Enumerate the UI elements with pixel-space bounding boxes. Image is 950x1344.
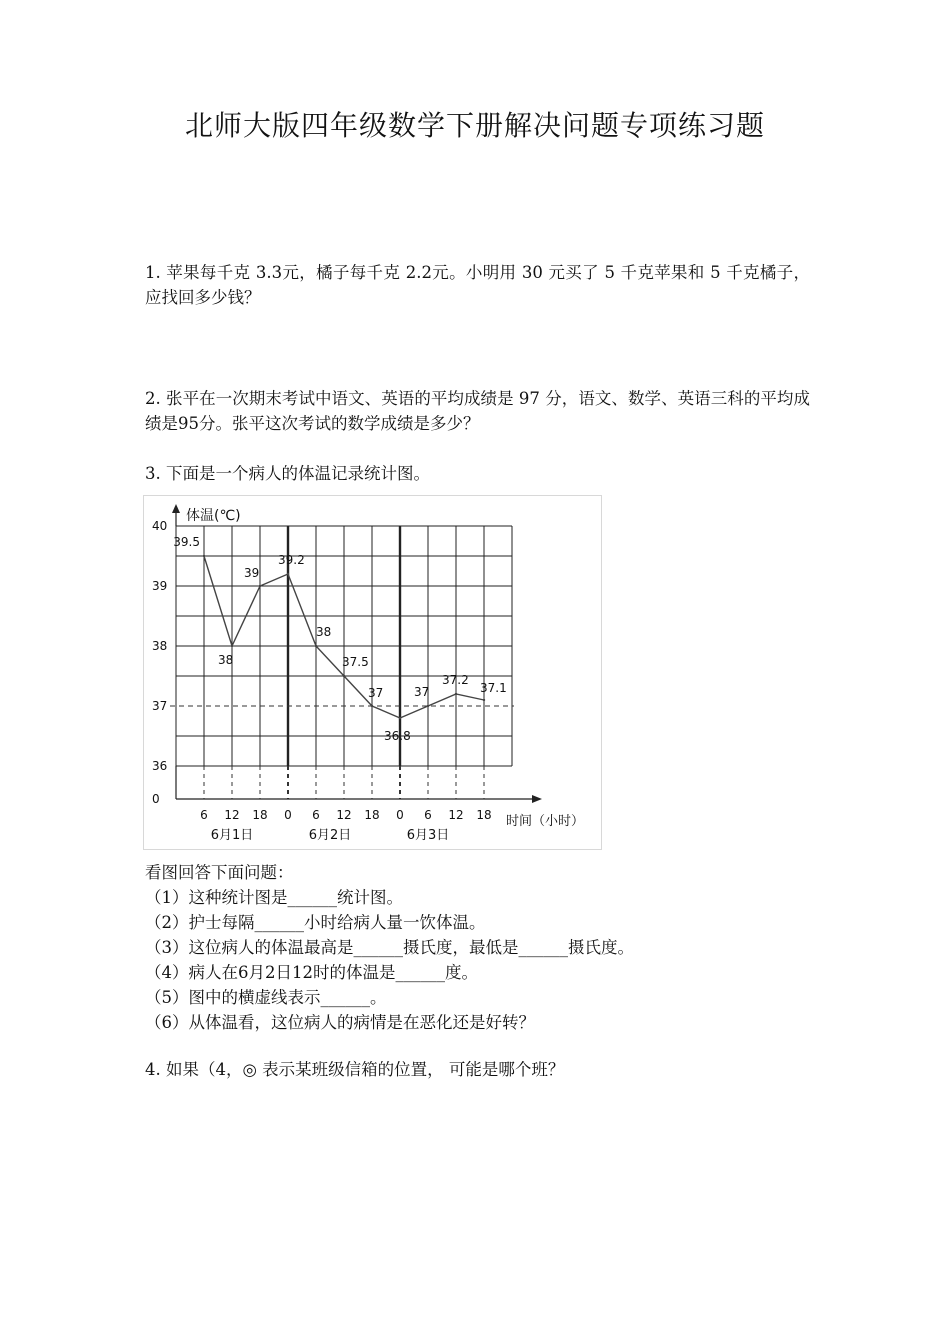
x-tick-label: 18 — [252, 808, 268, 822]
data-point — [343, 675, 345, 677]
data-label: 37.1 — [480, 681, 507, 695]
x-axis-arrow — [532, 795, 542, 803]
x-tick-label: 0 — [396, 808, 404, 822]
question-3: 3. 下面是一个病人的体温记录统计图。 — [145, 464, 430, 483]
data-label: 36.8 — [384, 729, 411, 743]
data-label: 37.5 — [342, 655, 369, 669]
y-axis-arrow — [172, 504, 180, 513]
y-tick-label: 36 — [152, 759, 168, 773]
x-tick-label: 12 — [336, 808, 352, 822]
subquestions-intro: 看图回答下面问题： — [145, 863, 294, 882]
data-point — [231, 645, 233, 647]
data-label: 38 — [316, 625, 332, 639]
data-point — [483, 699, 485, 701]
subquestion-5: （5）图中的横虚线表示______。 — [145, 988, 387, 1007]
question-4: 4. 如果（4，◎ 表示某班级信箱的位置， 可能是哪个班？ — [145, 1060, 565, 1079]
subquestion-1: （1）这种统计图是______统计图。 — [145, 888, 403, 907]
data-point — [427, 705, 429, 707]
x-axis-label: 时间（小时） — [506, 814, 585, 829]
data-label: 39.2 — [278, 553, 305, 567]
data-label: 39 — [244, 566, 260, 580]
x-tick-label: 18 — [476, 808, 492, 822]
y-tick-label: 37 — [152, 699, 168, 713]
x-tick-label: 6 — [424, 808, 432, 822]
data-point — [371, 705, 373, 707]
y-tick-label: 40 — [152, 519, 168, 533]
data-label: 37 — [414, 685, 430, 699]
page-title: 北师大版四年级数学下册解决问题专项练习题 — [184, 109, 765, 142]
question-1: 1. 苹果每千克 3.3元，橘子每千克 2.2元。小明用 30 元买了 5 千克苹果和 5 千克橘子，应找回多少钱？ — [145, 263, 810, 307]
y-tick-label: 39 — [152, 579, 168, 593]
x-tick-label: 6 — [200, 808, 208, 822]
data-point — [315, 645, 317, 647]
day-label: 6月1日 — [210, 828, 254, 843]
data-point — [259, 585, 261, 587]
day-label: 6月2日 — [308, 828, 352, 843]
temperature-chart — [143, 495, 602, 850]
question-2: 2. 张平在一次期末考试中语文、英语的平均成绩是 97 分，语文、数学、英语三科的平均成绩是95分。张平这次考试的数学成绩是多少？ — [145, 389, 810, 433]
data-label: 38 — [218, 653, 234, 667]
x-tick-label: 0 — [284, 808, 292, 822]
data-label: 37 — [368, 686, 384, 700]
data-point — [287, 573, 289, 575]
subquestion-3: （3）这位病人的体温最高是______摄氏度，最低是______摄氏度。 — [145, 938, 634, 957]
temperature-line-chart — [144, 496, 601, 849]
data-point — [399, 717, 401, 719]
question-3-subquestions — [145, 860, 825, 1035]
x-tick-label: 6 — [312, 808, 320, 822]
x-tick-label: 12 — [448, 808, 464, 822]
data-point — [203, 555, 205, 557]
day-label: 6月3日 — [406, 828, 450, 843]
subquestion-2: （2）护士每隔______小时给病人量一饮体温。 — [145, 913, 486, 932]
data-label: 37.2 — [442, 673, 469, 687]
data-label: 39.5 — [173, 535, 200, 549]
x-tick-label: 12 — [224, 808, 240, 822]
y-tick-label: 38 — [152, 639, 168, 653]
y-axis-label: 体温(℃) — [186, 508, 241, 524]
x-tick-label: 18 — [364, 808, 380, 822]
y-tick-label: 0 — [152, 792, 160, 806]
subquestion-4: （4）病人在6月2日12时的体温是______度。 — [145, 963, 478, 982]
data-point — [455, 693, 457, 695]
subquestion-6: （6）从体温看，这位病人的病情是在恶化还是好转？ — [145, 1013, 535, 1032]
